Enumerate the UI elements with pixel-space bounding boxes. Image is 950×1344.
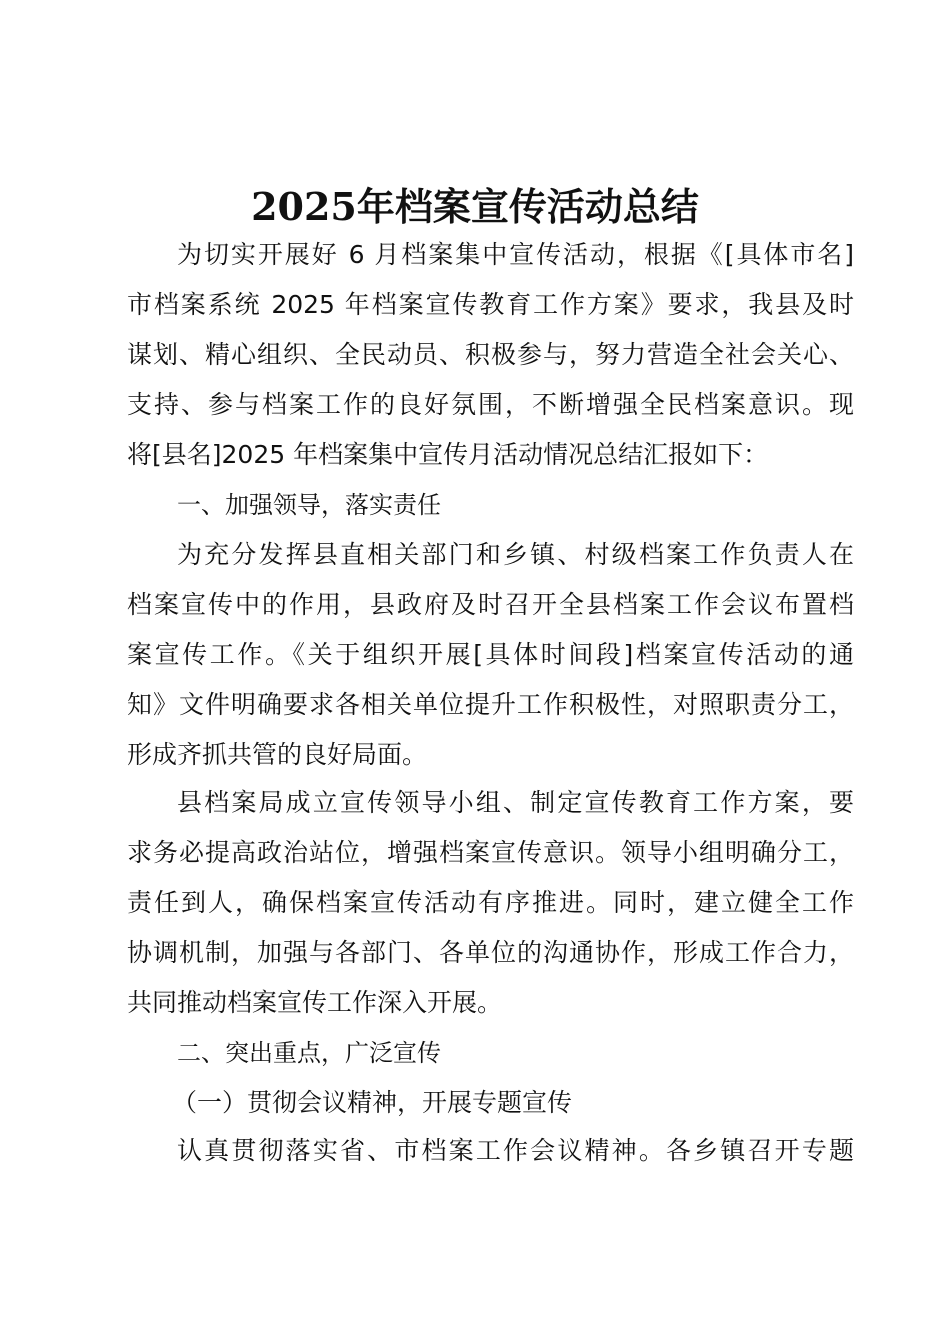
paragraph-line: 共同推动档案宣传工作深入开展。 <box>127 988 503 1017</box>
paragraph-line: 支持、参与档案工作的良好氛围，不断增强全民档案意识。现 <box>127 390 854 419</box>
paragraph-line: 档案宣传中的作用，县政府及时召开全县档案工作会议布置档 <box>127 590 854 619</box>
paragraph-line: 为充分发挥县直相关部门和乡镇、村级档案工作负责人在 <box>177 540 854 569</box>
subsection-heading: （一）贯彻会议精神，开展专题宣传 <box>172 1088 573 1117</box>
paragraph-line: 市档案系统 2025 年档案宣传教育工作方案》要求，我县及时 <box>127 290 854 319</box>
paragraph-line: 认真贯彻落实省、市档案工作会议精神。各乡镇召开专题 <box>177 1136 854 1165</box>
paragraph-line: 谋划、精心组织、全民动员、积极参与，努力营造全社会关心、 <box>127 340 854 369</box>
paragraph-line: 县档案局成立宣传领导小组、制定宣传教育工作方案，要 <box>177 788 854 817</box>
paragraph-line: 将[县名]2025 年档案集中宣传月活动情况总结汇报如下： <box>127 440 769 469</box>
paragraph-line: 求务必提高政治站位，增强档案宣传意识。领导小组明确分工， <box>127 838 854 867</box>
section-heading: 一、加强领导，落实责任 <box>177 491 441 519</box>
paragraph-line: 责任到人，确保档案宣传活动有序推进。同时，建立健全工作 <box>127 888 854 917</box>
paragraph-line: 案宣传工作。《关于组织开展[具体时间段]档案宣传活动的通 <box>127 640 854 669</box>
section-heading: 二、突出重点，广泛宣传 <box>177 1039 441 1067</box>
document-title: 2025年档案宣传活动总结 <box>251 184 699 229</box>
paragraph-line: 为切实开展好 6 月档案集中宣传活动，根据《[具体市名] <box>177 240 854 269</box>
paragraph-line: 知》文件明确要求各相关单位提升工作积极性，对照职责分工， <box>127 690 854 719</box>
paragraph-line: 形成齐抓共管的良好局面。 <box>127 740 428 769</box>
paragraph-line: 协调机制，加强与各部门、各单位的沟通协作，形成工作合力， <box>127 938 854 967</box>
